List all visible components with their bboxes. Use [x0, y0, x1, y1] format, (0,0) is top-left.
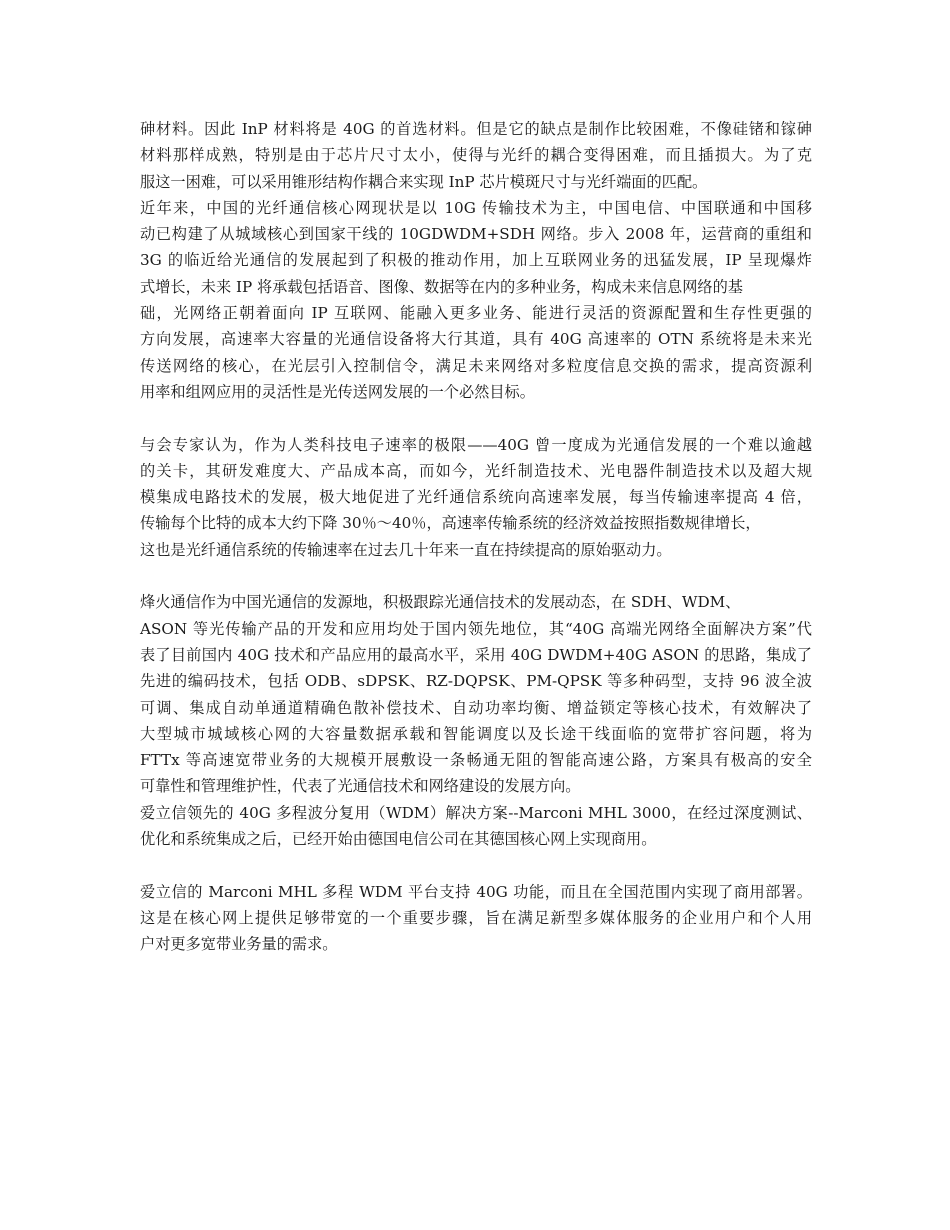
text-line: 传送网络的核心，在光层引入控制信令，满足未来网络对多粒度信息交换的需求，提高资源利 — [140, 356, 812, 375]
text-line: 础，光网络正朝着面向 IP 互联网、能融入更多业务、能进行灵活的资源配置和生存性更强的 — [140, 304, 812, 323]
text-line: 的关卡，其研发难度大、产品成本高，而如今，光纤制造技术、光电器件制造技术以及超大规 — [140, 461, 812, 480]
text-line: 这是在核心网上提供足够带宽的一个重要步骤，旨在满足新型多媒体服务的企业用户和个人用 — [140, 908, 812, 927]
text-line: FTTx 等高速宽带业务的大规模开展敷设一条畅通无阻的智能高速公路，方案具有极高的安全 — [140, 751, 812, 770]
text-line: 可调、集成自动单通道精确色散补偿技术、自动功率均衡、增益锁定等核心技术，有效解决了 — [140, 698, 812, 717]
text-line: 材料那样成熟，特别是由于芯片尺寸太小，使得与光纤的耦合变得困难，而且插损大。为了克 — [140, 146, 812, 165]
text-line: 传输每个比特的成本大约下降 30％～40％，高速率传输系统的经济效益按照指数规律增长， — [140, 514, 761, 533]
text-line: 烽火通信作为中国光通信的发源地，积极跟踪光通信技术的发展动态，在 SDH、WDM、 — [140, 593, 741, 612]
text-line: 大型城市城域核心网的大容量数据承载和智能调度以及长途干线面临的宽带扩容问题，将为 — [140, 724, 812, 743]
text-line: 砷材料。因此 InP 材料将是 40G 的首选材料。但是它的缺点是制作比较困难，不像硅锗和镓砷 — [140, 120, 812, 138]
document-body — [140, 116, 812, 958]
paragraph-fiberhome — [140, 589, 812, 799]
text-line: 模集成电路技术的发展，极大地促进了光纤通信系统向高速率发展，每当传输速率提高 4 倍， — [140, 488, 812, 507]
text-line: 式增长，未来 IP 将承载包括语音、图像、数据等在内的多种业务，构成未来信息网络的基 — [140, 277, 743, 296]
paragraph-inp-material — [140, 116, 812, 195]
text-line: 用率和组网应用的灵活性是光传送网发展的一个必然目标。 — [140, 382, 535, 401]
paragraph-expert-opinion — [140, 432, 812, 563]
text-line: 表了目前国内 40G 技术和产品应用的最高水平，采用 40G DWDM+40G ASON 的思路，集成了 — [140, 645, 812, 664]
text-line: 爱立信领先的 40G 多程波分复用（WDM）解决方案--Marconi MHL 3000，在经过深度测试、 — [140, 803, 812, 822]
paragraph-ericsson-deployment — [140, 800, 812, 853]
text-line: 3G 的临近给光通信的发展起到了积极的推动作用，加上互联网业务的迅猛发展，IP 呈现爆炸 — [140, 251, 812, 270]
text-line: 爱立信的 Marconi MHL 多程 WDM 平台支持 40G 功能，而且在全国范围内实现了商用部署。 — [140, 882, 812, 901]
paragraph-gap — [140, 852, 812, 878]
text-line: 可靠性和管理维护性，代表了光通信技术和网络建设的发展方向。 — [140, 777, 581, 796]
text-line: 与会专家认为，作为人类科技电子速率的极限——40G 曾一度成为光通信发展的一个难以逾越 — [140, 435, 812, 454]
text-line: 近年来，中国的光纤通信核心网现状是以 10G 传输技术为主，中国电信、中国联通和中国移 — [140, 198, 812, 217]
paragraph-gap — [140, 563, 812, 589]
paragraph-china-core-network — [140, 195, 812, 405]
text-line: 户对更多宽带业务量的需求。 — [140, 935, 338, 954]
text-line: 方向发展，高速率大容量的光通信设备将大行其道，具有 40G 高速率的 OTN 系统将是未来光 — [140, 330, 812, 349]
text-line: 先进的编码技术，包括 ODB、sDPSK、RZ-DQPSK、PM-QPSK 等多种码型，支持 96 波全波 — [140, 672, 812, 691]
text-line: ASON 等光传输产品的开发和应用均处于国内领先地位，其“40G 高端光网络全面解决方案”代 — [140, 619, 812, 638]
text-line: 动已构建了从城域核心到国家干线的 10GDWDM+SDH 网络。步入 2008 年，运营商的重组和 — [140, 225, 812, 244]
paragraph-ericsson-mhl — [140, 879, 812, 958]
text-line: 服这一困难，可以采用锥形结构作耦合来实现 InP 芯片模斑尺寸与光纤端面的匹配。 — [140, 172, 708, 191]
text-line: 这也是光纤通信系统的传输速率在过去几十年来一直在持续提高的原始驱动力。 — [140, 540, 672, 559]
text-line: 优化和系统集成之后，已经开始由德国电信公司在其德国核心网上实现商用。 — [140, 830, 657, 849]
paragraph-gap — [140, 405, 812, 431]
